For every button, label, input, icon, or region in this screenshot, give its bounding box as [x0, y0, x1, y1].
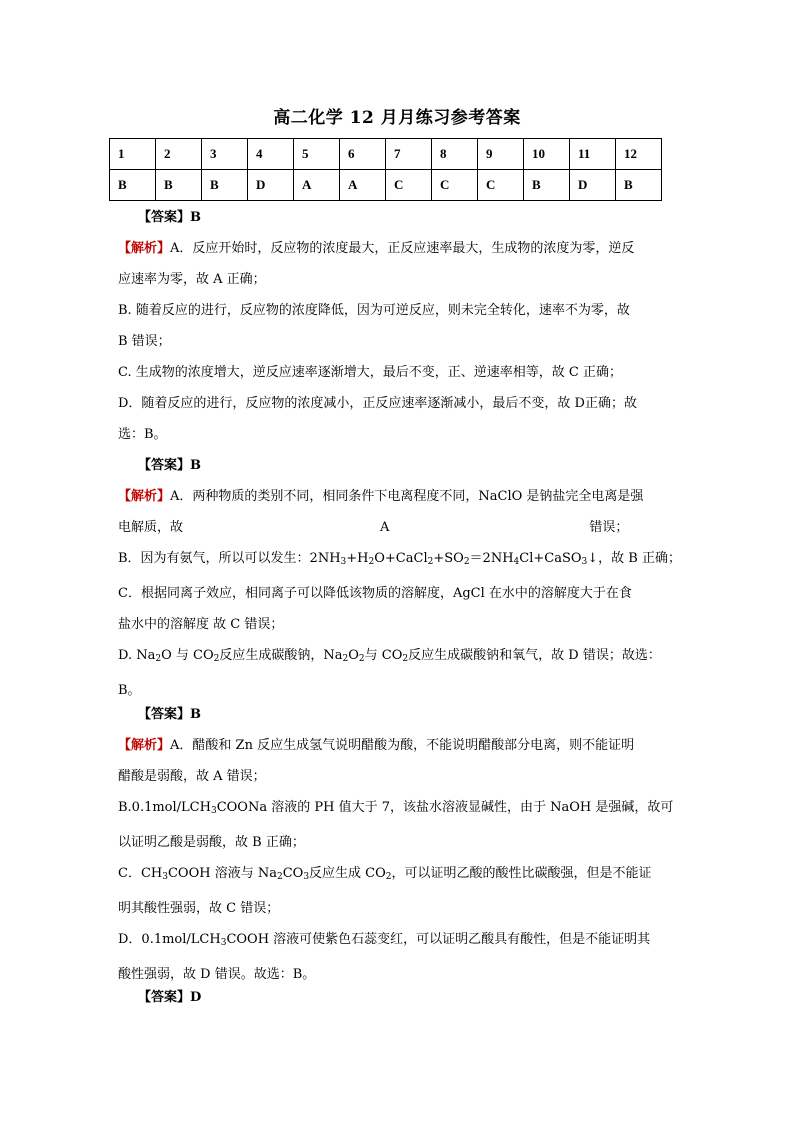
analysis-text: O — [348, 648, 359, 663]
subscript: 2 — [368, 557, 375, 567]
analysis-text: 反应生成 CO — [309, 866, 386, 881]
table-cell: 7 — [386, 139, 432, 170]
table-cell: C — [386, 170, 432, 201]
subscript: 2 — [342, 654, 349, 664]
analysis-text: 错误； — [589, 520, 629, 535]
answer-label: 【答案】B — [138, 707, 201, 722]
subscript: 3 — [340, 557, 347, 567]
table-cell: B — [616, 170, 662, 201]
answer-label: 【答案】D — [138, 990, 202, 1005]
analysis-line: 醋酸是弱酸，故 A 错误； — [118, 769, 266, 784]
page-title: 高二化学 12 月月练习参考答案 — [273, 108, 521, 128]
table-cell: 6 — [340, 139, 386, 170]
analysis-text: A．反应开始时，反应物的浓度最大，正反应速率最大，生成物的浓度为零，逆反 — [170, 241, 635, 256]
subscript: 3 — [162, 872, 168, 882]
subscript: 2 — [402, 654, 409, 664]
subscript: 2 — [276, 872, 283, 882]
analysis-line: 盐水中的溶解度 故 C 错误； — [118, 617, 284, 632]
analysis-text: C．CH — [118, 866, 163, 881]
table-cell: C — [478, 170, 524, 201]
subscript: 4 — [513, 557, 520, 567]
analysis-line — [118, 512, 678, 543]
analysis-line — [118, 543, 681, 578]
table-cell: 3 — [202, 139, 248, 170]
analysis-line: B. 随着反应的进行，反应物的浓度降低，因为可逆反应，则未完全转化，速率不为零，故 — [118, 303, 630, 318]
analysis-label: 【解析】 — [118, 738, 171, 753]
subscript: 2 — [358, 654, 365, 664]
question-number-row — [110, 139, 662, 170]
analysis-text: 电解质，故 — [118, 520, 184, 535]
analysis-line — [118, 640, 678, 675]
subscript: 3 — [303, 872, 310, 882]
subscript: 2 — [385, 872, 392, 882]
table-cell: 4 — [248, 139, 294, 170]
table-cell: B — [156, 170, 202, 201]
analysis-line — [118, 233, 678, 264]
analysis-line — [118, 924, 678, 959]
table-cell: 5 — [294, 139, 340, 170]
analysis-label: 【解析】 — [118, 241, 171, 256]
analysis-text: A — [380, 520, 390, 535]
table-cell: C — [432, 170, 478, 201]
subscript: 2 — [427, 557, 434, 567]
analysis-text: CO — [282, 866, 304, 881]
analysis-text: 反应生成碳酸钠和氧气，故 D 错误；故选： — [408, 648, 661, 663]
table-cell: D — [248, 170, 294, 201]
analysis-line: B。 — [118, 683, 141, 698]
subscript: 3 — [220, 938, 227, 948]
table-cell: D — [570, 170, 616, 201]
question-3-solution — [118, 699, 678, 990]
subscript: 3 — [210, 806, 217, 816]
analysis-text: D. Na — [118, 648, 156, 663]
table-cell: A — [294, 170, 340, 201]
analysis-text: 反应生成碳酸钠，Na — [219, 648, 343, 663]
table-cell: 9 — [478, 139, 524, 170]
analysis-label: 【解析】 — [118, 489, 171, 504]
analysis-line: 选：B。 — [118, 427, 167, 442]
analysis-text: D．0.1mol/LCH — [118, 932, 221, 947]
analysis-line: B 错误； — [118, 334, 171, 349]
analysis-text: +SO — [433, 551, 464, 566]
analysis-text: A．醋酸和 Zn 反应生成氢气说明醋酸为酸，不能说明醋酸部分电离，则不能证明 — [170, 738, 635, 753]
analysis-text: 与 CO — [364, 648, 403, 663]
analysis-line: 明其酸性强弱，故 C 错误； — [118, 901, 280, 916]
analysis-line: 以证明乙酸是弱酸，故 B 正确； — [118, 835, 305, 850]
answer-table — [109, 138, 662, 201]
analysis-text: COONa 溶液的 PH 值大于 7，该盐水溶液显碱性，由于 NaOH 是强碱，故可 — [216, 800, 674, 815]
analysis-text: +H — [346, 551, 369, 566]
question-4-solution — [118, 982, 678, 1013]
analysis-text: O+CaCl — [374, 551, 428, 566]
table-cell: B — [202, 170, 248, 201]
analysis-text: A．两种物质的类别不同，相同条件下电离程度不同，NaClO 是钠盐完全电离是强 — [170, 489, 644, 504]
question-1-solution — [118, 202, 678, 450]
subscript: 2 — [463, 557, 470, 567]
analysis-line: C．根据同离子效应，相同离子可以降低该物质的溶解度，AgCl 在水中的溶解度大于在食 — [118, 586, 632, 601]
table-cell: 10 — [524, 139, 570, 170]
analysis-text: O 与 CO — [161, 648, 214, 663]
table-cell: B — [524, 170, 570, 201]
analysis-text: ＝2NH — [469, 551, 514, 566]
table-cell: B — [110, 170, 156, 201]
analysis-line — [118, 730, 678, 761]
subscript: 3 — [581, 557, 588, 567]
analysis-line: 应速率为零，故 A 正确； — [118, 272, 266, 287]
question-2-solution — [118, 450, 681, 706]
analysis-text: B.0.1mol/LCH — [118, 800, 211, 815]
analysis-text: ，可以证明乙酸的酸性比碳酸强，但是不能证 — [391, 866, 652, 881]
analysis-text: B．因为有氨气，所以可以发生：2NH — [118, 551, 341, 566]
subscript: 2 — [155, 654, 162, 664]
table-cell: A — [340, 170, 386, 201]
answer-row — [110, 170, 662, 201]
analysis-line — [118, 481, 678, 512]
subscript: 2 — [213, 654, 220, 664]
analysis-line: 酸性强弱，故 D 错误。故选：B。 — [118, 967, 316, 982]
table-cell: 12 — [616, 139, 662, 170]
answer-label: 【答案】B — [138, 458, 201, 473]
analysis-text: Cl+CaSO — [519, 551, 582, 566]
table-cell: 8 — [432, 139, 478, 170]
analysis-text: COOH 溶液可使紫色石蕊变红，可以证明乙酸具有酸性，但是不能证明其 — [226, 932, 651, 947]
analysis-line — [118, 858, 678, 893]
table-cell: 2 — [156, 139, 202, 170]
answer-label: 【答案】B — [138, 210, 201, 225]
table-cell: 11 — [570, 139, 616, 170]
analysis-text: COOH 溶液与 Na — [167, 866, 277, 881]
analysis-text: ↓，故 B 正确； — [587, 551, 681, 566]
table-cell: 1 — [110, 139, 156, 170]
analysis-line — [118, 792, 678, 827]
analysis-line: C. 生成物的浓度增大，逆反应速率逐渐增大，最后不变，正、逆速率相等，故 C 正确； — [118, 365, 622, 380]
analysis-line: D．随着反应的进行，反应物的浓度减小，正反应速率逐渐减小，最后不变，故 D正确；故 — [118, 396, 637, 411]
